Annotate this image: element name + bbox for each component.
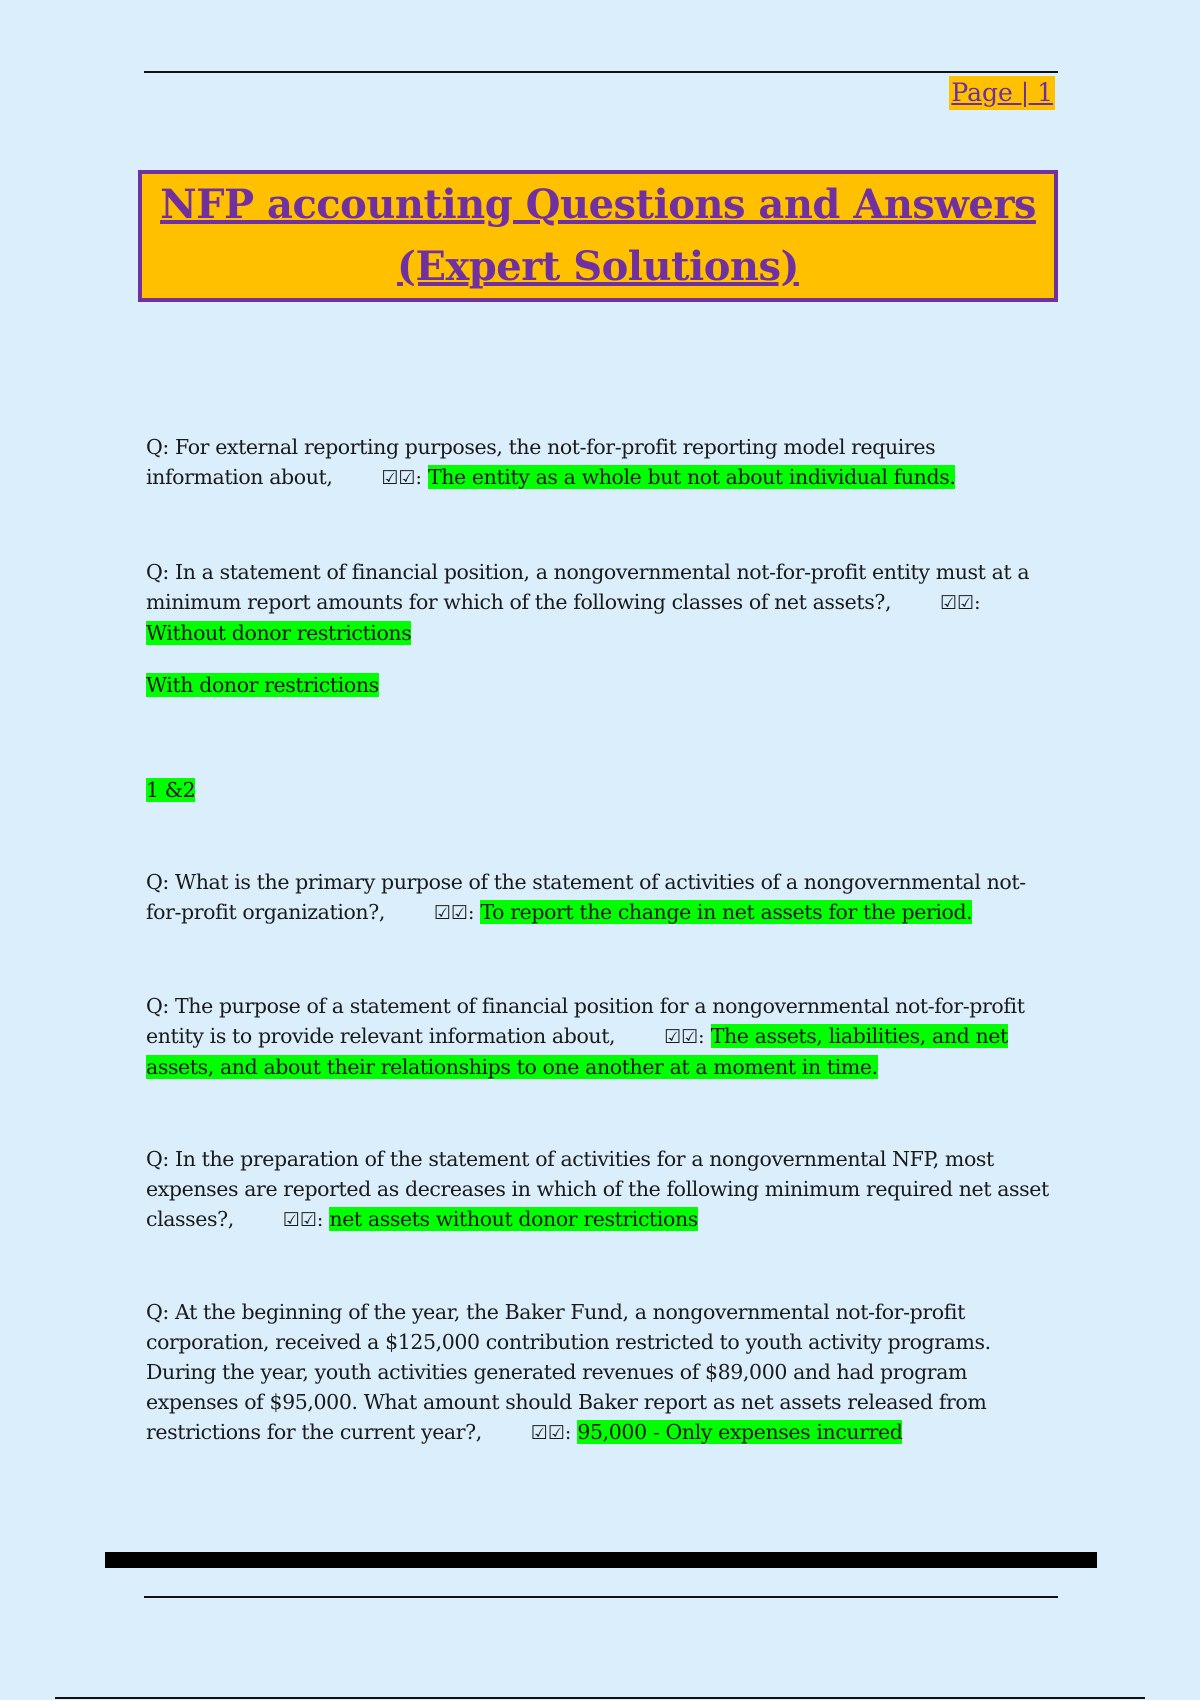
checkbox-icon: ☑☑: xyxy=(664,1026,705,1048)
checkbox-icon: ☑☑: xyxy=(940,592,981,614)
answer-text: To report the change in net assets for the period. xyxy=(480,900,973,924)
question-text: Q: At the beginning of the year, the Baker Fund, a nongovernmental not-for-profit corporation, received a $125,000 contribution restricted to youth activity programs. During the year, youth activities generated revenues of $89,000 and had program expenses of $95,000. What amount should Baker report as net assets released from restrictions for the current year?, xyxy=(146,1300,991,1444)
title-line-1: NFP accounting Questions and Answers xyxy=(160,181,1036,228)
footer-rule xyxy=(144,1596,1058,1598)
page-bottom-rule xyxy=(55,1697,1145,1699)
answer-text: net assets without donor restrictions xyxy=(329,1207,698,1231)
answer-extra-line: With donor restrictions xyxy=(146,673,379,697)
answer-extra-line: 1 &2 xyxy=(146,778,196,802)
answer-text: 95,000 - Only expenses incurred xyxy=(577,1420,903,1444)
question-text: Q: What is the primary purpose of the statement of activities of a nongovernmental not-for-profit organization?, xyxy=(146,870,1026,924)
qa-item xyxy=(146,867,1058,928)
page-number: Page | 1 xyxy=(949,76,1055,110)
question-text: Q: In the preparation of the statement of activities for a nongovernmental NFP, most expenses are reported as decreases in which of the following minimum required net asset classes?, xyxy=(146,1147,1049,1231)
qa-item xyxy=(146,991,1058,1082)
question-text: Q: In a statement of financial position, a nongovernmental not-for-profit entity must at a minimum report amounts for which of the following classes of net assets?, xyxy=(146,560,1030,614)
header-rule xyxy=(144,71,1058,73)
footer-thick-rule xyxy=(105,1552,1097,1568)
checkbox-icon: ☑☑: xyxy=(530,1422,572,1444)
answer-text: The assets, liabilities, and net assets, and about their relationships to one another at a moment in time. xyxy=(146,1024,1008,1079)
title-line-2: (Expert Solutions) xyxy=(397,243,799,290)
checkbox-icon: ☑☑: xyxy=(282,1209,324,1231)
answer-text: The entity as a whole but not about individual funds. xyxy=(427,465,956,489)
qa-item xyxy=(146,557,1058,648)
document-title xyxy=(160,174,1036,298)
answer-text: Without donor restrictions xyxy=(146,621,412,645)
title-box xyxy=(138,170,1058,302)
question-text: Q: The purpose of a statement of financial position for a nongovernmental not-for-profit entity is to provide relevant information about, xyxy=(146,994,1025,1048)
question-text: Q: For external reporting purposes, the not-for-profit reporting model requires information about, xyxy=(146,435,936,489)
qa-list xyxy=(146,432,1058,1448)
qa-item xyxy=(146,1297,1058,1448)
checkbox-icon: ☑☑: xyxy=(381,467,422,489)
qa-item xyxy=(146,1144,1058,1235)
qa-item xyxy=(146,432,1058,493)
checkbox-icon: ☑☑: xyxy=(433,902,475,924)
